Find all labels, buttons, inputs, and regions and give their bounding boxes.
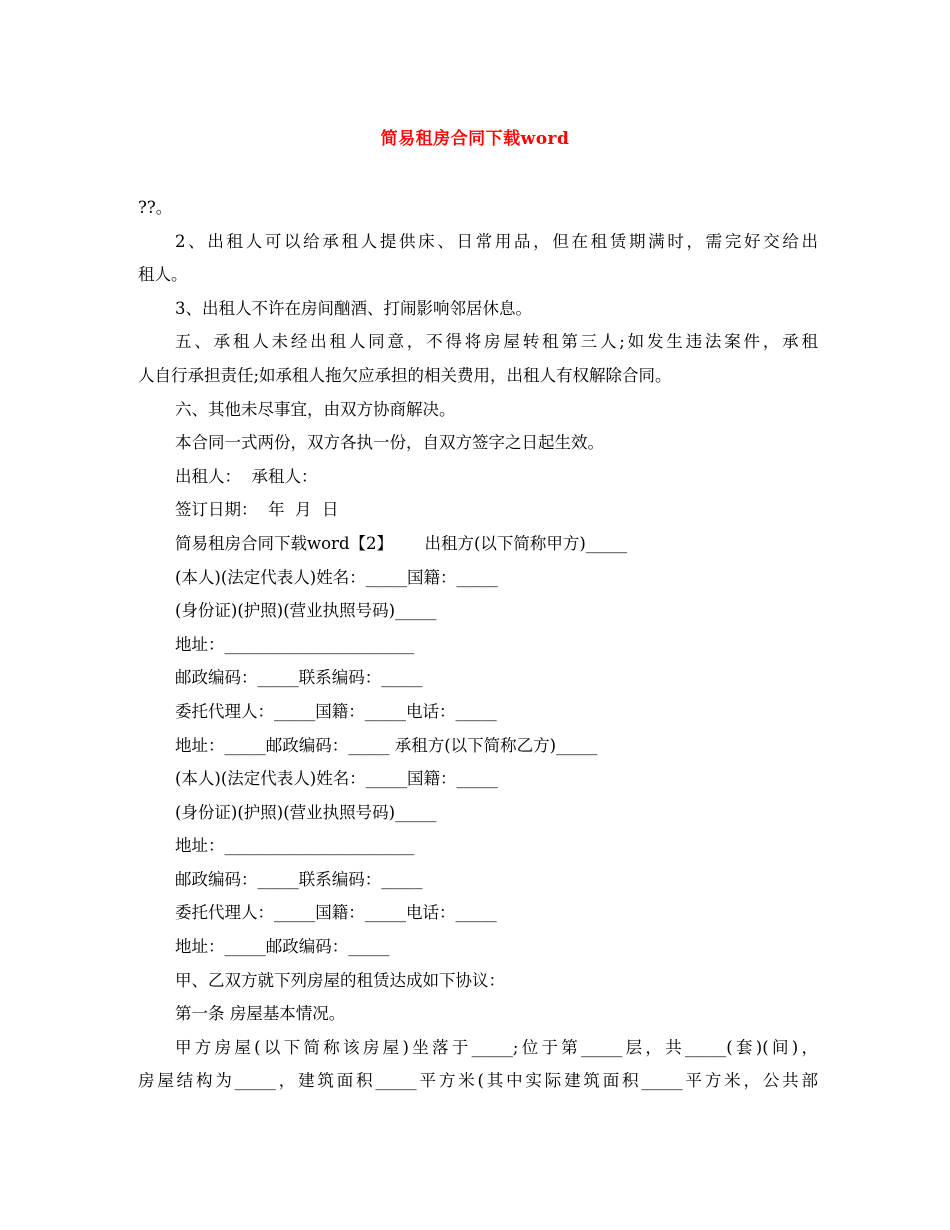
form-field-line: 地址：_____邮政编码：_____: [175, 937, 390, 957]
paragraph-line: 2、出租人可以给承租人提供床、日常用品，但在租赁期满时，需完好交给出: [175, 231, 818, 251]
form-field-line: 邮政编码：_____联系编码：_____: [175, 668, 423, 688]
form-field-line: 地址：_______________________: [175, 836, 415, 856]
paragraph-line: 本合同一式两份，双方各执一份，自双方签字之日起生效。: [175, 433, 604, 453]
paragraph-line: ??。: [138, 198, 173, 217]
form-field-line: (身份证)(护照)(营业执照号码)_____: [175, 601, 437, 621]
signature-line: 出租人： 承租人：: [175, 466, 318, 486]
paragraph-line: 五、承租人未经出租人同意，不得将房屋转租第三人;如发生违法案件，承租: [175, 332, 818, 352]
date-line: 签订日期： 年 月 日: [175, 500, 339, 520]
paragraph-line: 租人。: [138, 265, 188, 285]
form-field-line: 委托代理人：_____国籍：_____电话：_____: [175, 903, 497, 923]
paragraph-line: 人自行承担责任;如承租人拖欠应承担的相关费用，出租人有权解除合同。: [138, 365, 672, 385]
form-field-line: 委托代理人：_____国籍：_____电话：_____: [175, 701, 497, 721]
paragraph-line: 3、出租人不许在房间酗酒、打闹影响邻居休息。: [175, 298, 532, 318]
paragraph-line: 房屋结构为_____，建筑面积_____平方米(其中实际建筑面积_____平方米，公共部: [138, 1071, 818, 1091]
paragraph-line: 甲、乙双方就下列房屋的租赁达成如下协议：: [175, 970, 505, 990]
document-title: 简易租房合同下载word: [380, 129, 570, 149]
section-heading: 第一条 房屋基本情况。: [175, 1004, 346, 1024]
form-field-line: 地址：_______________________: [175, 634, 415, 654]
form-field-line: 邮政编码：_____联系编码：_____: [175, 869, 423, 889]
paragraph-line: 六、其他未尽事宜，由双方协商解决。: [175, 399, 456, 419]
paragraph-line: 甲方房屋(以下简称该房屋)坐落于_____;位于第_____层，共_____(套)(间)，: [175, 1037, 818, 1057]
paragraph-line: 简易租房合同下载word【2】 出租方(以下简称甲方)_____: [175, 533, 628, 553]
form-field-line: (本人)(法定代表人)姓名：_____国籍：_____: [175, 567, 498, 587]
document-body: [138, 191, 818, 1098]
form-field-line: (身份证)(护照)(营业执照号码)_____: [175, 802, 437, 822]
form-field-line: 地址：_____邮政编码：_____ 承租方(以下简称乙方)_____: [175, 735, 598, 755]
form-field-line: (本人)(法定代表人)姓名：_____国籍：_____: [175, 769, 498, 789]
